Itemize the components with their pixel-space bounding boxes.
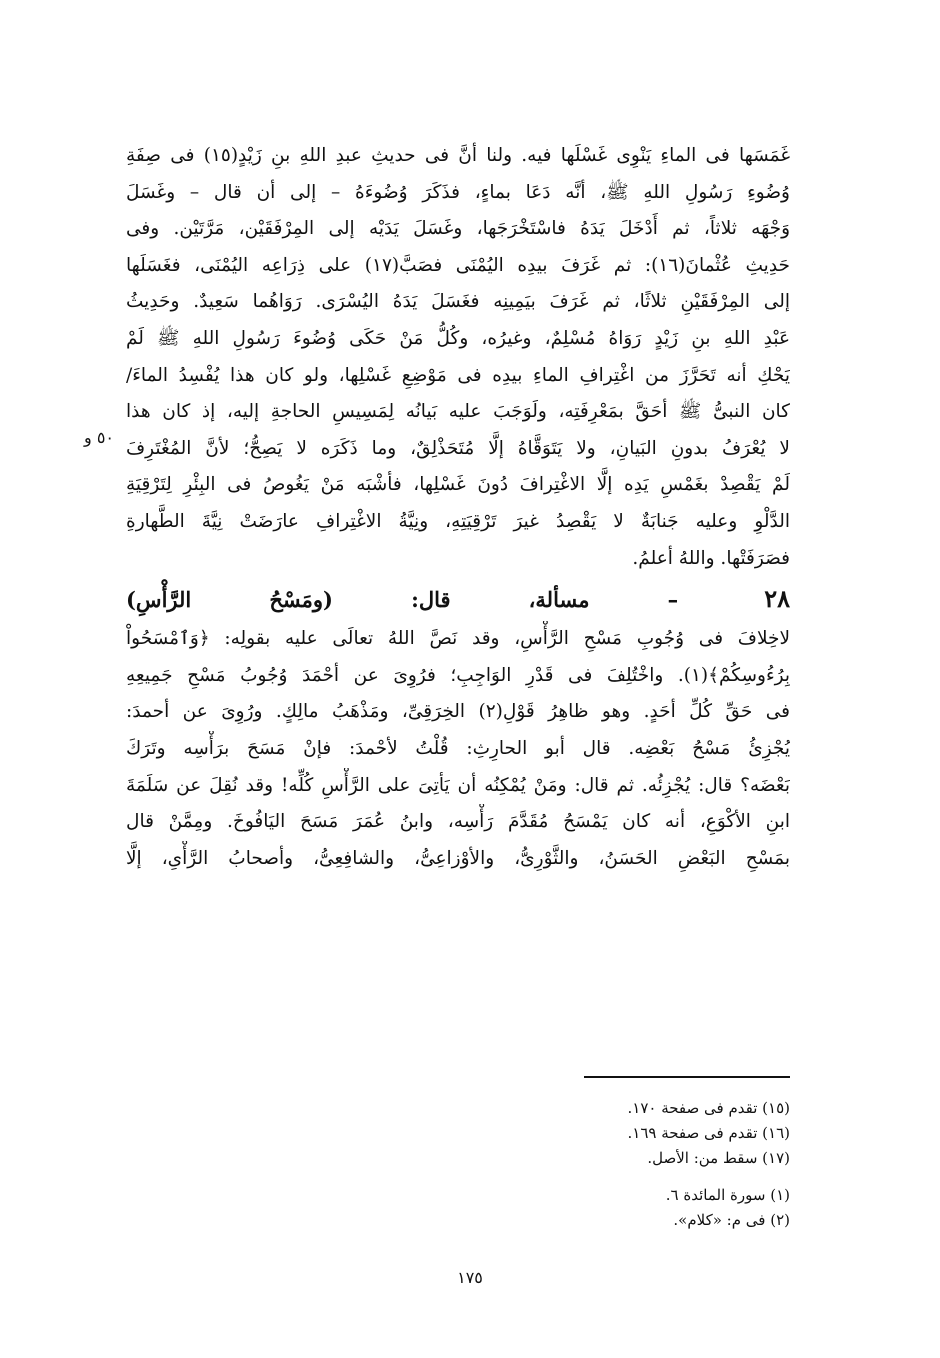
footnotes: [420, 1096, 790, 1233]
text-line: بِرُءُوسِكُمْ﴾(١). واخْتُلِفَ فى قَدْرِ الوَاجِبِ؛ فرُوِىَ عن أحْمَدَ وُجُوبُ مَسْحِ جَمِيعِهِ: [126, 664, 790, 686]
text-line: بمَسْحِ البَعْضِ الحَسَنُ، والثَّوْرِىُّ، والأوْزاعِىُّ، والشافِعِىُّ، وأصحابُ الرَّأْىِ، إلَّا: [126, 847, 790, 869]
footnote: (١٥) تقدم فى صفحة ١٧٠.: [627, 1099, 790, 1117]
text-line: ابنِ الأكْوَعِ، أنه كان يَمْسَحُ مُقَدَّمَ رَأْسِه، وابنُ عُمَرَ مَسَحَ اليَافُوخَ. ومِمَّنْ قال: [126, 811, 790, 833]
text-line: يَحْكِ أنه تَحَرَّزَ من اغْتِرافِ الماءِ بيدِه فى مَوْضِعِ غَسْلِها، ولو كان هذا يُفْسِدُ الماءَ/: [126, 364, 790, 386]
footnote-separator: [584, 1076, 790, 1078]
main-text: [126, 138, 790, 877]
section-title: – مسألة، قال: (ومَسْحُ الرَّأْسِ): [126, 587, 679, 613]
text-line: لَمْ يَقْصِدْ بغَمْسِ يَدِه إلَّا الاغْتِرافَ دُونَ غَسْلِها، فأشْبَه مَنْ يَغُوصُ فى البِئْرِ لِتَرْقِيَةِ: [126, 474, 790, 496]
text-line: عَبْدِ اللهِ بنِ زَيْدٍ رَوَاهُ مُسْلِمٌ، وغيرُه، وكُلُّ مَنْ حَكَى وُضُوءَ رَسُولِ اللهِ ﷺ لَمْ: [126, 327, 790, 349]
text-line: لاخِلافَ فى وُجُوبِ مَسْحِ الرَّأْسِ، وقد نَصَّ اللهُ تعالَى عليه بقولِه: ﴿وَٱمْسَحُواْ: [126, 628, 790, 650]
manuscript-folio-marker: ٥٠ و: [84, 428, 114, 447]
text-line: فصَرَفَتْها. واللهُ أعلمُ.: [632, 547, 790, 569]
footnote: (٢) فى م: «كلام».: [673, 1211, 790, 1229]
section-heading: [126, 577, 790, 621]
text-line: فى حَقِّ كُلِّ أحَدٍ. وهو ظاهِرُ قَوْلِ(٢) الخِرَقِىِّ، ومَذْهَبُ مالِكٍ. ورُوِىَ عن أحمدَ:: [126, 701, 790, 723]
text-line: إلى المِرْفَقَيْنِ ثلاثًا، ثم غَرَفَ بيَمِينِه فغَسَلَ يَدَهُ اليُسْرَى. رَوَاهُما سَعِيدٌ. وحَدِيثُ: [126, 291, 790, 313]
footnote: (١٧) سقط من: الأصل.: [647, 1149, 790, 1167]
text-line: وُضُوءِ رَسُولِ اللهِ ﷺ، أنَّه دَعَا بماءٍ، فذَكَرَ وُضُوءَهُ – إلى أن قال – وغَسَلَ: [126, 181, 790, 203]
text-line: وَجْهَه ثلاثاً، ثم أَدْخَلَ يَدَهُ فاسْتَخْرَجَها، وغَسَلَ يَدَيْه إلى المِرْفَقَيْن، مَرَّتَيْن. وفى: [126, 218, 790, 240]
text-line: الدَّلْوِ وعليه جَنابَةٌ لا يَقْصِدُ غيرَ تَرْقِيَتِهِ، ونِيَّةُ الاغْتِرافِ عارَضَتْ نِيَّةَ الطَّهارةِ: [126, 510, 790, 532]
text-line: كان النبىُّ ﷺ أحَقَّ بمَعْرِفَتِه، ولَوَجَبَ عليه بَيانُه لِمَسِيسِ الحاجةِ إليه، إذ كان هذا: [126, 401, 790, 423]
text-line: لا يُعْرَفُ بدونِ البَيانِ، ولا يَتَوَقَّاهُ إلَّا مُتَحَذْلِقٌ، وما ذَكَرَه لا يَصِحُّ؛ لأنَّ المُغْتَرِفَ: [126, 437, 790, 459]
section-number: ٢٨: [764, 584, 790, 614]
footnote: (١) سورة المائدة ٦.: [665, 1186, 790, 1204]
text-line: بَعْضَه؟ قال: يُجْزِئُه. ثم قال: ومَنْ يُمْكِنُه أن يَأتِىَ على الرَّأْسِ كُلِّه! وقد نُقِلَ عن سَلَمَةَ: [126, 774, 790, 796]
text-line: غَمَسَها فى الماءِ يَنْوِى غَسْلَها فيه. ولنا أنَّ فى حديثِ عبدِ اللهِ بنِ زَيْدٍ(١٥) فى صِفَةِ: [126, 145, 790, 166]
text-line: حَدِيثِ عُثْمانَ(١٦): ثم غَرَفَ بيدِه اليُمْنَى فصَبَّ(١٧) على ذِرَاعِه اليُمْنَى، فغَسَلَها: [126, 254, 790, 276]
text-line: يُجْزِئُ مَسْحُ بَعْضِه. قال أبو الحارِثِ: قُلْتُ لأحْمدَ: فإنْ مَسَحَ برَأْسِه وتَرَكَ: [126, 737, 790, 759]
page-number: ١٧٥: [457, 1268, 483, 1287]
footnote: (١٦) تقدم فى صفحة ١٦٩.: [627, 1124, 790, 1142]
